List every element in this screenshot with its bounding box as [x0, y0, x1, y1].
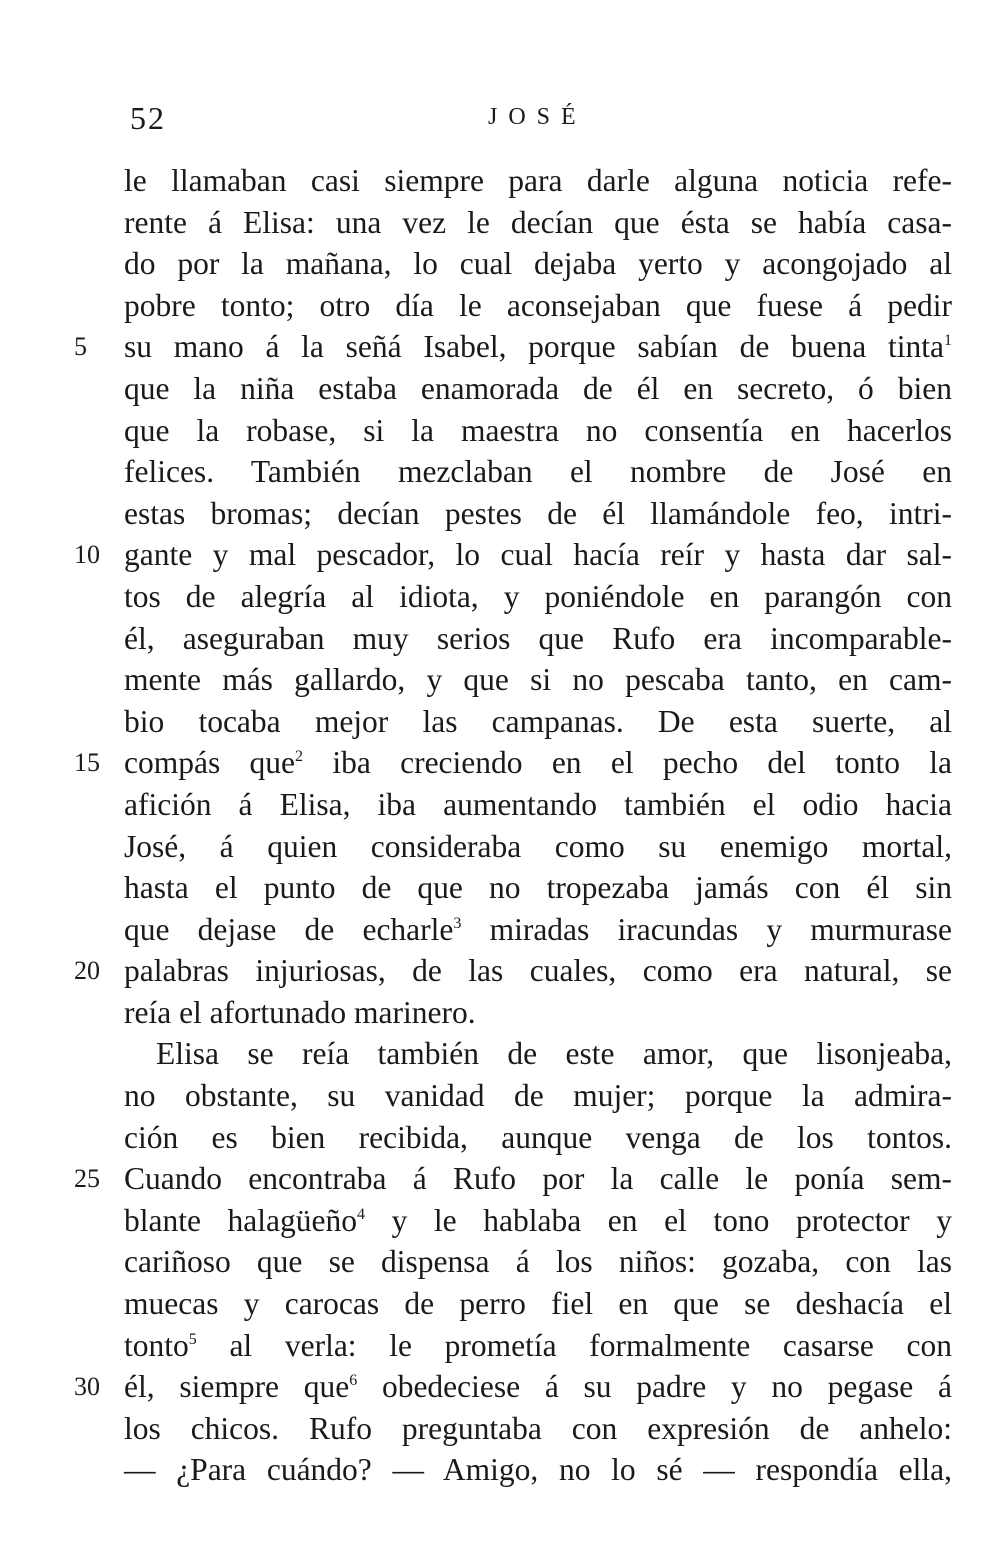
line-text [124, 1449, 952, 1491]
line-text [124, 243, 952, 285]
text-line [124, 1033, 952, 1075]
text-line [124, 160, 952, 202]
line-text [124, 701, 952, 743]
text-line [124, 1449, 952, 1491]
text-line [124, 1117, 952, 1159]
line-number: 15 [74, 748, 100, 778]
line-text [124, 992, 952, 1034]
footnote-marker: 3 [453, 914, 462, 932]
line-text-main: los chicos. Rufo preguntaba con expresión de anhelo: [124, 1410, 952, 1446]
footnote-marker: 4 [357, 1205, 365, 1223]
line-text-main: Cuando encontraba á Rufo por la calle le ponía sem- [124, 1161, 952, 1197]
line-text [124, 410, 952, 452]
line-text-continuation: obedeciese á su padre y no pegase á [357, 1369, 952, 1405]
line-number: 30 [74, 1372, 100, 1402]
line-text [124, 576, 952, 618]
line-text-main: estas bromas; decían pestes de él llamándole feo, intri- [124, 495, 952, 531]
footnote-marker: 6 [349, 1372, 358, 1390]
footnote-marker: 1 [944, 332, 952, 350]
line-text-main: ción es bien recibida, aunque venga de los tontos. [124, 1119, 952, 1155]
running-title: JOSÉ [488, 104, 587, 130]
text-line [74, 742, 952, 784]
line-text-main: José, á quien consideraba como su enemigo mortal, [124, 828, 952, 864]
text-line [124, 659, 952, 701]
text-line [124, 784, 952, 826]
text-line [124, 1075, 952, 1117]
text-line [124, 1408, 952, 1450]
line-text [124, 368, 952, 410]
line-text-main: que la niña estaba enamorada de él en secreto, ó bien [124, 370, 952, 406]
line-text [124, 285, 952, 327]
line-text-main: palabras injuriosas, de las cuales, como era natural, se [124, 953, 952, 989]
line-text [124, 826, 952, 868]
line-text-main: hasta el punto de que no tropezaba jamás con él sin [124, 870, 952, 906]
line-text-main: mente más gallardo, y que si no pescaba tanto, en cam- [124, 662, 952, 698]
line-text-continuation: al verla: le prometía formalmente casarse con [196, 1327, 952, 1363]
line-text [124, 1408, 952, 1450]
line-text [124, 784, 952, 826]
text-line [74, 534, 952, 576]
line-number: 25 [74, 1164, 100, 1194]
text-line [124, 410, 952, 452]
line-text [124, 1033, 952, 1075]
text-line [124, 1283, 952, 1325]
line-text-main: do por la mañana, lo cual dejaba yerto y acongojado al [124, 246, 952, 282]
text-line [124, 243, 952, 285]
line-text [124, 160, 952, 202]
line-text-main: muecas y carocas de perro fiel en que se deshacía el [124, 1286, 952, 1322]
text-line [124, 618, 952, 660]
line-text [124, 1158, 952, 1200]
line-text-main: su mano á la señá Isabel, porque sabían de buena tinta [124, 329, 944, 365]
footnote-marker: 2 [295, 748, 304, 766]
line-text-main: reía el afortunado marinero. [124, 994, 476, 1030]
line-text [124, 326, 952, 368]
page-number: 52 [130, 100, 166, 136]
line-text [124, 493, 952, 535]
line-text-main: cariñoso que se dispensa á los niños: gozaba, con las [124, 1244, 952, 1280]
text-line [124, 992, 952, 1034]
line-text-main: bio tocaba mejor las campanas. De esta suerte, al [124, 703, 952, 739]
text-line [124, 1241, 952, 1283]
line-text [124, 1075, 952, 1117]
line-text-main: no obstante, su vanidad de mujer; porque la admira- [124, 1078, 952, 1114]
line-text-main: blante halagüeño [124, 1202, 357, 1238]
line-number: 5 [74, 332, 87, 362]
line-text [124, 618, 952, 660]
line-text-main: felices. También mezclaban el nombre de José en [124, 454, 952, 490]
line-text [124, 659, 952, 701]
line-text-main: él, aseguraban muy serios que Rufo era incomparable- [124, 620, 952, 656]
line-text-main: tos de alegría al idiota, y poniéndole en parangón con [124, 578, 952, 614]
line-text-main: compás que [124, 745, 296, 781]
line-text-main: rente á Elisa: una vez le decían que ésta se había casa- [124, 204, 952, 240]
line-text [124, 1200, 952, 1242]
line-text [124, 1325, 952, 1367]
text-line [124, 285, 952, 327]
text-line [124, 451, 952, 493]
line-text [124, 1283, 952, 1325]
text-line [74, 1366, 952, 1408]
line-text [124, 534, 952, 576]
line-text-continuation: iba creciendo en el pecho del tonto la [303, 745, 952, 781]
text-line [124, 867, 952, 909]
line-text-main: afición á Elisa, iba aumentando también el odio hacia [124, 786, 952, 822]
text-line [124, 368, 952, 410]
text-line [124, 576, 952, 618]
text-line [124, 1200, 952, 1242]
line-text [124, 202, 952, 244]
line-text-main: que dejase de echarle [124, 911, 454, 947]
line-text [124, 451, 952, 493]
line-text [124, 867, 952, 909]
text-line [124, 826, 952, 868]
line-text-main: tonto [124, 1327, 189, 1363]
line-text [124, 950, 952, 992]
line-text [124, 742, 952, 784]
line-text [124, 909, 952, 951]
line-text-main: Elisa se reía también de este amor, que lisonjeaba, [156, 1036, 952, 1072]
line-number: 10 [74, 540, 100, 570]
line-text-continuation: miradas iracundas y murmurase [461, 911, 952, 947]
line-text-main: — ¿Para cuándo? — Amigo, no lo sé — respondía ella, [124, 1452, 952, 1488]
line-text-continuation: y le hablaba en el tono protector y [365, 1202, 952, 1238]
text-line [74, 326, 952, 368]
page-header [122, 100, 950, 144]
line-text-main: le llamaban casi siempre para darle alguna noticia refe- [124, 163, 952, 198]
line-text-main: que la robase, si la maestra no consentía en hacerlos [124, 412, 952, 448]
text-line [124, 909, 952, 951]
text-line [74, 950, 952, 992]
text-line [124, 701, 952, 743]
footnote-marker: 5 [188, 1330, 197, 1348]
text-line [124, 202, 952, 244]
body-text [74, 160, 952, 1491]
line-text-main: pobre tonto; otro día le aconsejaban que fuese á pedir [124, 287, 952, 323]
line-text [124, 1241, 952, 1283]
line-text-main: él, siempre que [124, 1369, 350, 1405]
text-line [124, 493, 952, 535]
line-number: 20 [74, 956, 100, 986]
line-text-main: gante y mal pescador, lo cual hacía reír y hasta dar sal- [124, 537, 952, 573]
line-text [124, 1117, 952, 1159]
text-line [74, 1158, 952, 1200]
line-text [124, 1366, 952, 1408]
text-line [124, 1325, 952, 1367]
